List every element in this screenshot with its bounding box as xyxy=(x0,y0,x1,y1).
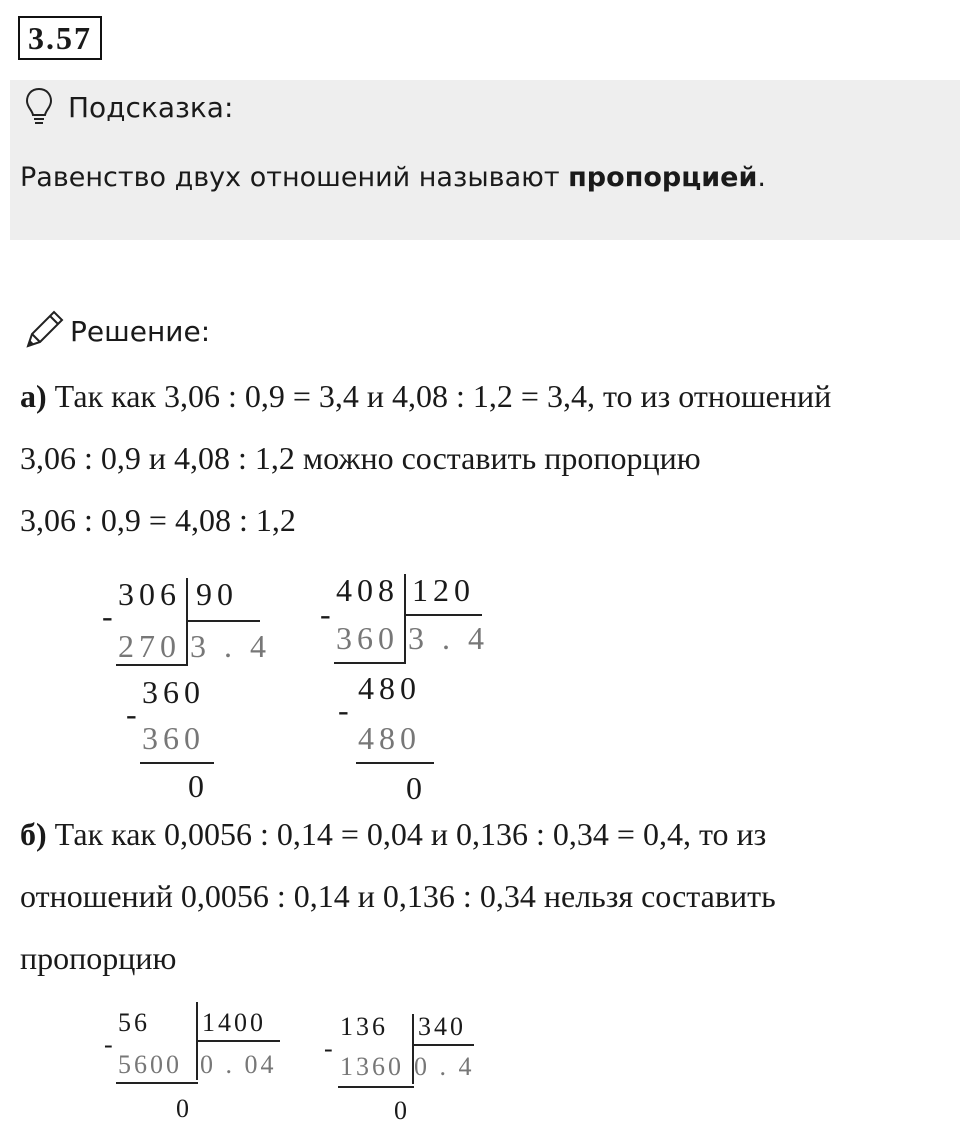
minus-sign: - xyxy=(320,596,336,632)
minus-sign: - xyxy=(126,696,142,732)
quotient: 0 . 04 xyxy=(200,1050,277,1079)
subtraction-line xyxy=(140,762,214,764)
dividend: 306 xyxy=(118,576,181,612)
quotient: 3 . 4 xyxy=(190,628,271,664)
part-b-line2: отношений 0,0056 : 0,14 и 0,136 : 0,34 нельзя составить xyxy=(20,878,776,914)
division-bar xyxy=(412,1044,474,1046)
dividend: 56 xyxy=(118,1008,150,1037)
subtrahend: 270 xyxy=(118,628,181,664)
remainder: 360 xyxy=(142,674,205,710)
part-a-line3: 3,06 : 0,9 = 4,08 : 1,2 xyxy=(20,502,296,538)
remainder: 0 xyxy=(394,1096,412,1125)
subtrahend: 1360 xyxy=(340,1052,404,1081)
hint-text xyxy=(20,158,766,198)
solution-title: Решение: xyxy=(70,315,211,348)
minus-sign: - xyxy=(324,1034,338,1063)
subtraction-line xyxy=(116,664,188,666)
hint-title: Подсказка: xyxy=(68,91,234,124)
part-a-line2: 3,06 : 0,9 и 4,08 : 1,2 можно составить пропорцию xyxy=(20,440,701,476)
subtraction-line xyxy=(334,662,406,664)
hint-text-main: Равенство двух отношений называют xyxy=(20,162,569,193)
division-bar xyxy=(186,578,188,664)
part-b-line3: пропорцию xyxy=(20,940,177,976)
part-a-text1: Так как 3,06 : 0,9 = 3,4 и 4,08 : 1,2 = 3,4, то из отношений xyxy=(46,378,832,414)
remainder: 0 xyxy=(176,1094,194,1123)
dividend: 408 xyxy=(336,572,399,608)
subtrahend: 360 xyxy=(336,620,399,656)
subtraction-line xyxy=(356,762,434,764)
subtrahend: 360 xyxy=(142,720,205,756)
minus-sign: - xyxy=(104,1030,118,1059)
lightbulb-icon xyxy=(24,86,54,128)
remainder: 0 xyxy=(188,768,209,804)
subtraction-line xyxy=(116,1082,198,1084)
part-b-label: б) xyxy=(20,816,47,852)
divisor: 90 xyxy=(196,576,238,612)
minus-sign: - xyxy=(338,692,354,728)
quotient: 0 . 4 xyxy=(414,1052,475,1081)
task-number: 3.57 xyxy=(18,16,102,60)
part-b-line1 xyxy=(20,814,766,854)
dividend: 136 xyxy=(340,1012,388,1041)
pencil-icon xyxy=(22,308,66,352)
division-bar xyxy=(412,1014,414,1084)
quotient: 3 . 4 xyxy=(408,620,489,656)
part-a-label: а) xyxy=(20,378,47,414)
divisor: 1400 xyxy=(202,1008,266,1037)
division-bar xyxy=(186,620,260,622)
minus-sign: - xyxy=(102,598,118,634)
subtrahend: 480 xyxy=(358,720,421,756)
division-bar xyxy=(196,1040,280,1042)
hint-term: пропорцией xyxy=(568,162,758,193)
division-bar xyxy=(404,574,406,662)
divisor: 120 xyxy=(412,572,475,608)
hint-text-end: . xyxy=(757,162,766,193)
division-bar xyxy=(404,614,482,616)
subtraction-line xyxy=(338,1086,414,1088)
subtrahend: 5600 xyxy=(118,1050,182,1079)
part-b-text1: Так как 0,0056 : 0,14 = 0,04 и 0,136 : 0,34 = 0,4, то из xyxy=(46,816,767,852)
remainder: 0 xyxy=(406,770,427,806)
remainder: 480 xyxy=(358,670,421,706)
division-bar xyxy=(196,1002,198,1080)
divisor: 340 xyxy=(418,1012,466,1041)
part-a-line1 xyxy=(20,376,831,416)
